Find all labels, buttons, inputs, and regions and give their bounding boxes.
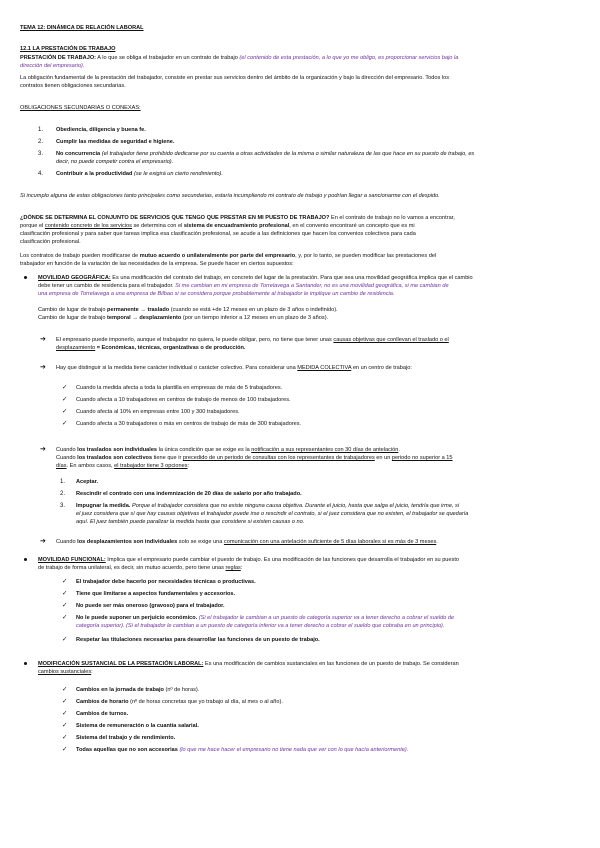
check-icon: ✓ bbox=[62, 396, 68, 403]
section-heading: 12.1 LA PRESTACIÓN DE TRABAJO bbox=[20, 46, 116, 52]
obligaciones-note: Si incumplo alguna de estas obligaciones tanto principales como secundarias, estaría incumpliendo mi contrato de trabajo y podrían llegar a sancionarme con el despido. bbox=[20, 193, 440, 199]
check-icon: ✓ bbox=[62, 746, 68, 753]
obligacion-fundamental: La obligación fundamental de la prestación del trabajador, consiste en prestar sus servicios dentro del ámbito de la organización y bajo la dirección del empresario. Todos los bbox=[20, 75, 449, 81]
option-item: Rescindir el contrato con una indemnización de 20 días de salario por año trabajado. bbox=[76, 491, 302, 497]
prestacion-definition: PRESTACIÓN DE TRABAJO: A lo que se obliga el trabajador en un contrato de trabajo (el contenido de esta prestación, a lo que yo me obligo, es proporcionar servicios bajo la bbox=[20, 55, 459, 61]
arrow-right-icon: ➔ bbox=[40, 364, 46, 371]
option-item-cont: aquí. El juez también puede paralizar la medida hasta que considere si existen causas o no. bbox=[76, 519, 305, 525]
check-icon: ✓ bbox=[62, 722, 68, 729]
donde-text: porque el contenido concreto de los servicios se determina con el sistema de encuadramiento profesional, en el convenio encontraré un concepto que es mi bbox=[20, 223, 415, 229]
check-icon: ✓ bbox=[62, 636, 68, 643]
check-icon: ✓ bbox=[62, 734, 68, 741]
arrow-right-icon: ➔ bbox=[40, 336, 46, 343]
list-number: 2. bbox=[38, 139, 44, 145]
modificar-text-cont: trabajador en función de la variación de las necesidades de la empresa. Se puede hacer en ciertos supuestos: bbox=[20, 261, 294, 267]
arrow-item-cont: días. En ambos casos, el trabajador tiene 3 opciones: bbox=[56, 463, 190, 469]
list-item: Contribuir a la productividad (se le exigirá un cierto rendimiento). bbox=[56, 171, 223, 177]
arrow-item: El empresario puede imponerlo, aunque el trabajador no quiera, le puede obligar, pero, no tiene que tener unas causas objetivas que conllevan el traslado o el bbox=[56, 337, 449, 343]
check-item: Todas aquellas que no son accesorias (lo que me hace hacer el empresario no tiene nada que ver con lo que hacía anteriormente). bbox=[76, 747, 409, 753]
check-icon: ✓ bbox=[62, 614, 68, 621]
list-number: 3. bbox=[60, 503, 66, 509]
check-item: Sistema del trabajo y de rendimiento. bbox=[76, 735, 176, 741]
funcional-definition-cont: de trabajo de forma unilateral, es decir, sin mutuo acuerdo, pero tiene unas reglas: bbox=[38, 565, 243, 571]
check-item: No le puede suponer un perjuicio económico. (Si el trabajador le cambian a un puesto de categoría superior va a tener derecho a cobrar el sueldo de bbox=[76, 615, 455, 621]
check-item: Cuando la medida afecta a toda la plantilla en empresas de más de 5 trabajadores. bbox=[76, 385, 283, 391]
check-icon: ✓ bbox=[62, 602, 68, 609]
list-item: No concurrencia (el trabajador tiene prohibido dedicarse por su cuenta a otras actividades de la misma o similar naturaleza de las que hace en su puesto de trabajo, es bbox=[56, 151, 475, 157]
check-icon: ✓ bbox=[62, 420, 68, 427]
check-item: No puede ser más oneroso (gravoso) para el trabajador. bbox=[76, 603, 225, 609]
geografica-definition-cont: debe tener un cambio de residencia para el trabajador. Si me cambian en mi empresa de Torrelavega a Santander, no es una movilidad geográfica, si me cambian de bbox=[38, 283, 449, 289]
option-item: Impugnar la medida. Porque el trabajador considera que no existe ninguna causa objetiva. Durante el juicio, hasta que salga el juicio, tendría que irme, si bbox=[76, 503, 460, 509]
traslado-definition: Cambio de lugar de trabajo permanente → traslado (cuando se está +de 12 meses en un plazo de 3 años o indefinido). bbox=[38, 307, 338, 313]
arrow-item-cont: Cuando los traslados son colectivos tiene que ir precedido de un periodo de consultas con los representantes de trabajadores en un periodo no superior a 15 bbox=[56, 455, 453, 461]
arrow-item: Cuando los traslados son individuales la única condición que se exige es la notificación a sus representantes con 30 días de antelación. bbox=[56, 447, 400, 453]
obligaciones-heading: OBLIGACIONES SECUNDARIAS O CONEXAS: bbox=[20, 105, 141, 111]
check-icon: ✓ bbox=[62, 698, 68, 705]
check-item: Cambios en la jornada de trabajo (nº de horas). bbox=[76, 687, 200, 693]
geografica-definition: MOVILIDAD GEOGRÁFICA: Es una modificación del contrato del trabajo, en concreto del lugar de la prestación. Para que sea una movilidad geográfica implica que el cambio bbox=[38, 275, 473, 281]
check-icon: ✓ bbox=[62, 710, 68, 717]
obligacion-fundamental-cont: contratos tienen obligaciones secundarias. bbox=[20, 83, 126, 89]
bullet-icon bbox=[24, 276, 27, 279]
check-item: Respetar las titulaciones necesarias para desarrollar las funciones de un puesto de trabajo. bbox=[76, 637, 320, 643]
list-number: 3. bbox=[38, 151, 44, 157]
check-item: Cambios de horario (nº de horas concretas que yo trabajo al día, al mes o al año). bbox=[76, 699, 283, 705]
geografica-example: una empresa de Torrelavega a una empresa de Bilbao si se considera porque probablemente al trabajador le implique un cambio de residencia. bbox=[38, 291, 395, 297]
arrow-item-cont: desplazamiento = Económicas, técnicas, organizativas o de producción. bbox=[56, 345, 246, 351]
check-item: Tiene que limitarse a aspectos fundamentales y accesorios. bbox=[76, 591, 236, 597]
donde-question: ¿DÓNDE SE DETERMINA EL CONJUNTO DE SERVICIOS QUE TENGO QUE PRESTAR EN MI PUESTO DE TRABAJO? En el contrato de trabajo no lo vamos a encontrar, bbox=[20, 215, 455, 221]
bullet-icon bbox=[24, 662, 27, 665]
check-item: El trabajador debe hacerlo por necesidades técnicas o productivas. bbox=[76, 579, 256, 585]
prestacion-definition-cont: dirección del empresario). bbox=[20, 63, 85, 69]
check-icon: ✓ bbox=[62, 686, 68, 693]
check-item: Cuando afecta al 10% en empresas entre 100 y 300 trabajadores. bbox=[76, 409, 240, 415]
check-item: Cuando afecta a 30 trabajadores o más en centros de trabajo de más de 300 trabajadores. bbox=[76, 421, 302, 427]
bullet-icon bbox=[24, 558, 27, 561]
check-icon: ✓ bbox=[62, 578, 68, 585]
check-item: Cuando afecta a 10 trabajadores en centros de trabajo de menos de 100 trabajadores. bbox=[76, 397, 291, 403]
arrow-right-icon: ➔ bbox=[40, 538, 46, 545]
option-item: Aceptar. bbox=[76, 479, 99, 485]
check-item-cont: categoría superior). (Si el trabajador le cambian a un puesto de categoría inferior va a tener derecho a cobrar el sueldo que cobraba en un principio). bbox=[76, 623, 445, 629]
list-item-cont: decir, no puede competir contra el empresario). bbox=[56, 159, 174, 165]
list-number: 1. bbox=[38, 127, 44, 133]
donde-text-end: clasificación profesional. bbox=[20, 239, 81, 245]
donde-text-cont: clasificación profesional y para saber que tareas implica esa clasificación profesional, se acude a las definiciones que hacen los convenios colectivos para cada bbox=[20, 231, 416, 237]
sustancial-definition: MODIFICACIÓN SUSTANCIAL DE LA PRESTACIÓN LABORAL: Es una modificación de cambios sustanciales en las funciones de un puesto de trabajo. Se consideran bbox=[38, 661, 459, 667]
option-item-cont: el juez considera que sí que hay causas objetivas el trabajador puede irse o rescindir el contrato, si el juez considera que no existen, el trabajador se quedaría bbox=[76, 511, 469, 517]
desplazamiento-definition: Cambio de lugar de trabajo temporal → desplazamiento (por un tiempo inferior a 12 meses en un plazo de 3 años). bbox=[38, 315, 329, 321]
arrow-item: Cuando los desplazamientos son individuales solo se exige una comunicación con una antelación suficiente de 5 días laborales si es más de 3 meses. bbox=[56, 539, 438, 545]
check-icon: ✓ bbox=[62, 590, 68, 597]
arrow-right-icon: ➔ bbox=[40, 446, 46, 453]
document-title: TEMA 12: DINÁMICA DE RELACIÓN LABORAL bbox=[20, 25, 144, 31]
check-item: Cambios de turnos. bbox=[76, 711, 129, 717]
modificar-text: Los contratos de trabajo pueden modificarse de mutuo acuerdo o unilateralmente por parte del empresario, y, por lo tanto, se pueden modificar las prestaciones del bbox=[20, 253, 437, 259]
arrow-item: Hay que distinguir si la medida tiene carácter individual o carácter colectivo. Para considerar una MEDIDA COLECTIVA en un centro de trabajo: bbox=[56, 365, 412, 371]
check-item: Sistema de remuneración o la cuantía salarial. bbox=[76, 723, 199, 729]
list-item: Obediencia, diligencia y buena fe. bbox=[56, 127, 146, 133]
list-number: 4. bbox=[38, 171, 44, 177]
funcional-definition: MOVILIDAD FUNCIONAL: Implica que el empresario puede cambiar el puesto de trabajo. Es una modificación de las funciones que desarrolla el trabajador en su puesto bbox=[38, 557, 459, 563]
check-icon: ✓ bbox=[62, 408, 68, 415]
sustancial-definition-cont: cambios sustanciales: bbox=[38, 669, 93, 675]
check-icon: ✓ bbox=[62, 384, 68, 391]
list-item: Cumplir las medidas de seguridad e higiene. bbox=[56, 139, 175, 145]
list-number: 2. bbox=[60, 491, 66, 497]
list-number: 1. bbox=[60, 479, 66, 485]
